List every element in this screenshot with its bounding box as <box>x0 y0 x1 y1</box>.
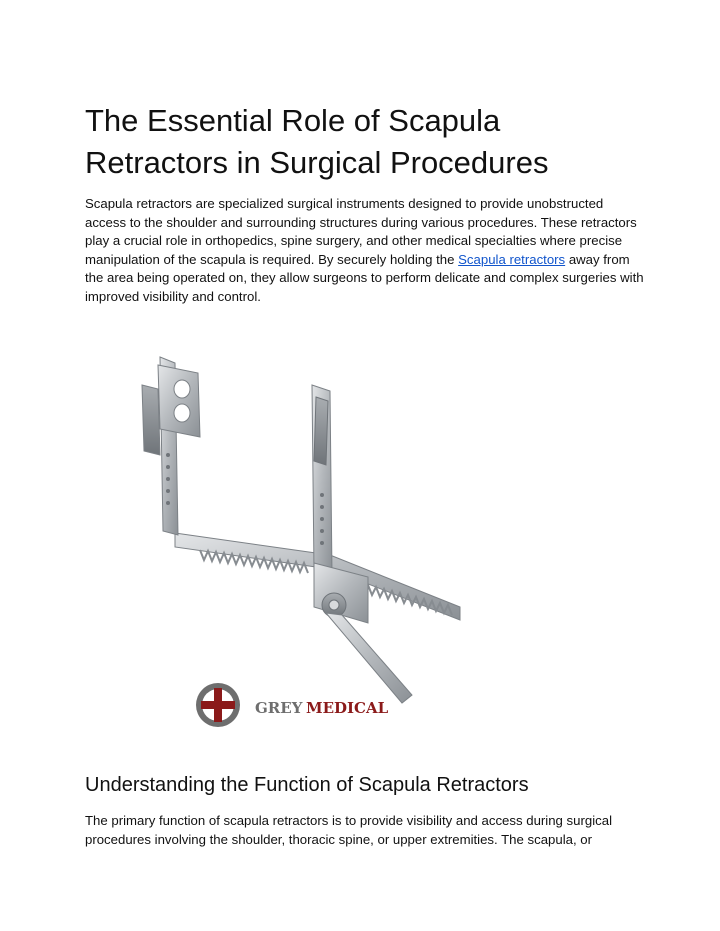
page-title: The Essential Role of Scapula Retractors in Surgical Procedures <box>85 103 549 180</box>
intro-paragraph <box>85 195 645 307</box>
right-retractor-arm <box>312 385 412 703</box>
section-paragraph: The primary function of scapula retractors is to provide visibility and access during surgical procedures involving the shoulder, thoracic spine, or upper extremities. The scapula, or <box>85 813 612 847</box>
scapula-retractor-image <box>130 345 480 740</box>
intro-text-after-link: away from the area being operated on, they allow surgeons to perform delicate and complex surgeries with improved visibility and control. <box>85 251 644 304</box>
logo-text-grey: GREY <box>255 699 303 717</box>
grey-medical-logo <box>196 683 389 727</box>
left-retractor-arm <box>142 357 200 535</box>
scapula-retractors-link[interactable]: Scapula retractors <box>458 251 566 267</box>
section-heading: Understanding the Function of Scapula Retractors <box>85 774 529 796</box>
logo-text-medical: MEDICAL <box>306 699 389 717</box>
intro-text-before-link: Scapula retractors are specialized surgical instruments designed to provide unobstructed access to the shoulder and surrounding structures during various procedures. These retractors play a crucial role in orthopedics, spine surgery, and other medical specialties where precise manipulation of the scapula is required. By securely holding the <box>85 196 637 267</box>
